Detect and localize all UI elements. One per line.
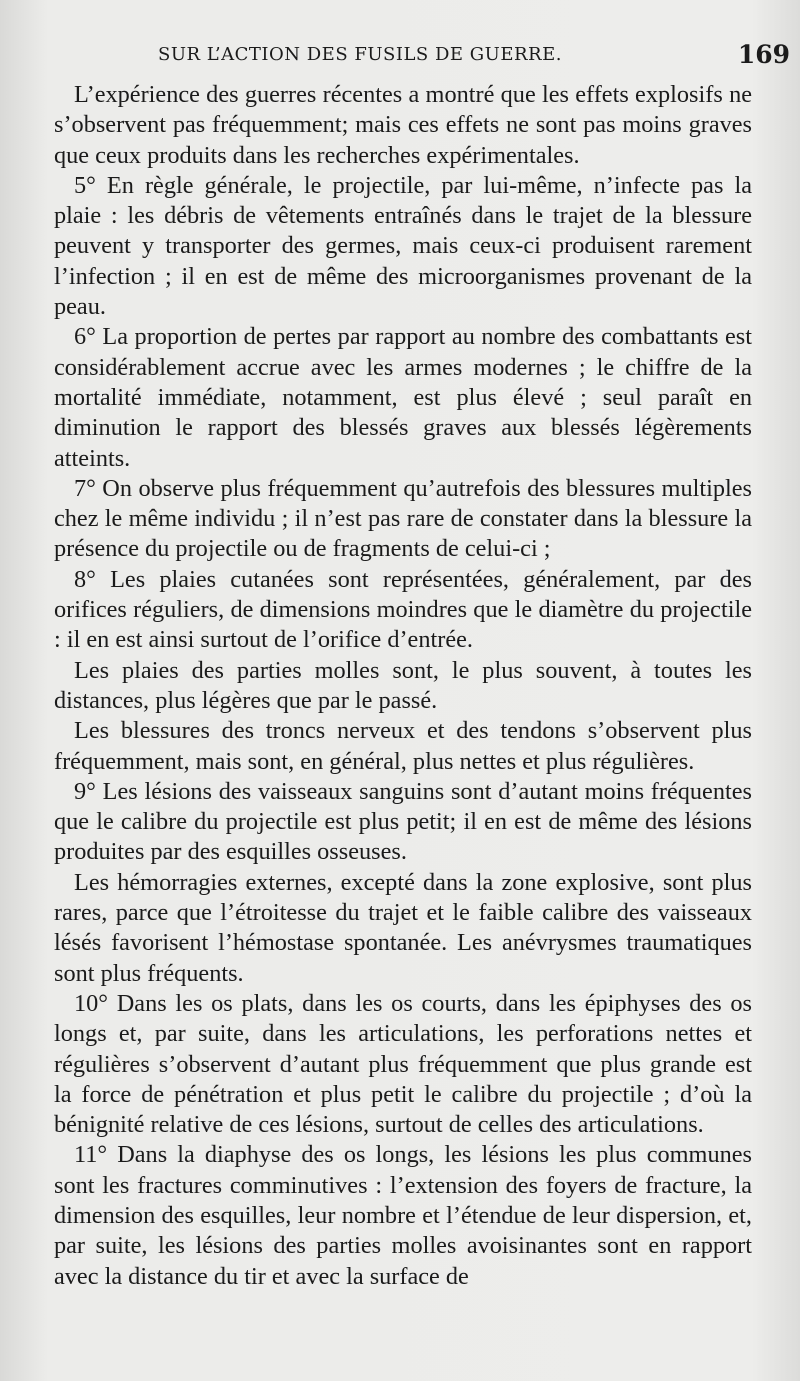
paragraph-soft-tissue: Les plaies des parties molles sont, le plus souvent, à toutes les distances, plus légères que par le passé. <box>54 656 752 714</box>
paragraph-point-8: 8° Les plaies cutanées sont représentées, généralement, par des orifices réguliers, de dimensions moindres que le diamètre du projectile : il en est ainsi surtout de l’orifice d’entrée. <box>54 565 752 654</box>
paragraph-point-11: 11° Dans la diaphyse des os longs, les lésions les plus communes sont les fractures comminutives : l’extension des foyers de fracture, la dimension des esquilles, leur nombre et l’étendue de leur dispersion, et, par suite, les lésions des parties molles avoisinantes sont en rapport avec la distance du tir et avec la surface de <box>54 1141 752 1290</box>
paragraph-nerves-tendons: Les blessures des troncs nerveux et des tendons s’observent plus fréquemment, mais sont, en général, plus nettes et plus régulières. <box>54 717 752 775</box>
paragraph-point-6: 6° La proportion de pertes par rapport au nombre des combattants est considérablement accrue avec les armes modernes ; le chiffre de la mortalité immédiate, notamment, est plus élevé ; seul paraît en diminution le rapport des blessés graves aux blessés légèrements atteints. <box>54 323 752 472</box>
paragraph-explosive-effects: L’expérience des guerres récentes a montré que les effets explosifs ne s’observent pas fréquemment; mais ces effets ne sont pas moins graves que ceux produits dans les recherches expérimentales. <box>54 81 752 169</box>
running-head <box>100 40 790 72</box>
page-number: 169 <box>737 40 790 69</box>
paragraph-point-10: 10° Dans les os plats, dans les os courts, dans les épiphyses des os longs et, par suite, dans les articulations, les perforations nettes et régulières s’observent d’autant plus fréquemment que plus grande est la force de pénétration et plus petit le calibre du projectile ; d’où la bénignité relative de ces lésions, surtout de celles des articulations. <box>54 989 752 1139</box>
paragraph-point-5: 5° En règle générale, le projectile, par lui-même, n’infecte pas la plaie : les débris de vêtements entraînés dans le trajet de la blessure peuvent y transporter des germes, mais ceux-ci produisent rarement l’infection ; il en est de même des microorganismes provenant de la peau. <box>54 171 752 321</box>
paragraph-point-7: 7° On observe plus fréquemment qu’autrefois des blessures multiples chez le même individu ; il n’est pas rare de constater dans la blessure la présence du projectile ou de fragments de celui-ci ; <box>54 474 752 563</box>
paragraph-point-9: 9° Les lésions des vaisseaux sanguins sont d’autant moins fréquentes que le calibre du projectile est plus petit; il en est de même des lésions produites par des esquilles osseuses. <box>54 777 752 866</box>
running-title: SUR L’ACTION DES FUSILS DE GUERRE. <box>158 44 562 65</box>
body-text <box>54 80 752 1292</box>
paragraph-hemorrhages: Les hémorragies externes, excepté dans la zone explosive, sont plus rares, parce que l’étroitesse du trajet et le faible calibre des vaisseaux lésés favorisent l’hémostase spontanée. Les anévrysmes traumatiques sont plus fréquents. <box>54 868 752 987</box>
